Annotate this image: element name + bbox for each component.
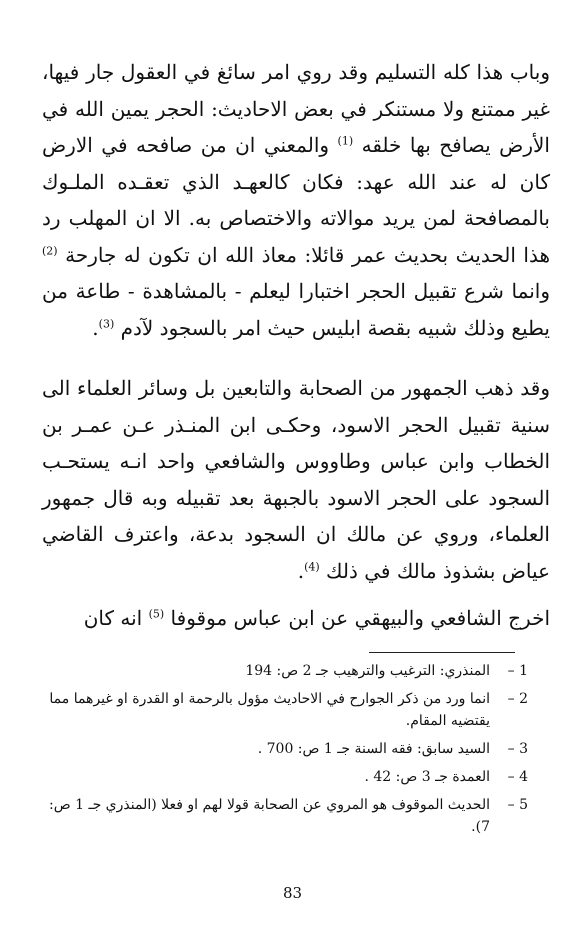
- paragraph-1-text-d: .: [92, 315, 99, 340]
- paragraph-1-text-b: والمعني ان من صافحه في الارض كان له عند الله عهد: فكان كالعهـد الذي تعقـده الملـوك بالمصافحة لمن يريد موالاته والاختصاص به. الا ان المهلب رد هذا الحديث بحديث عمر قائلا: معاذ الله ان تكون له جارحة: [42, 133, 550, 267]
- paragraph-1-text-c: وانما شرع تقبيل الحجر اختبارا ليعلم - بالمشاهدة - طاعة من يطيع وذلك شبيه بقصة ابليس حيث امر بالسجود لآدم: [42, 279, 550, 340]
- footnote-text: الحديث الموقوف هو المروي عن الصحابة قولا لهم او فعلا (المنذري جـ 1 ص: 7).: [49, 797, 490, 835]
- footnote-2: [42, 688, 528, 732]
- footnote-text: المنذري: الترغيب والترهيب جـ 2 ص: 194: [245, 663, 490, 679]
- footnote-ref-3: (3): [98, 316, 115, 330]
- footnotes: [42, 660, 528, 844]
- footnote-text: انما ورد من ذكر الجوارح في الاحاديث مؤول بالرحمة او القدرة او غيرهما مما يقتضيه المقام.: [49, 691, 490, 729]
- footnote-number: 5 –: [507, 797, 528, 813]
- paragraph-1-text-a: وباب هذا كله التسليم وقد روي امر سائغ في العقول جار فيها، غير ممتنع ولا مستنكر في بعض الاحاديث: الحجر يمين الله في الأرض يصافح بها خلقه: [42, 60, 550, 157]
- footnote-text: العمدة جـ 3 ص: 42 .: [364, 769, 490, 785]
- footnote-number: 4 –: [507, 769, 528, 785]
- footnote-ref-1: (1): [337, 134, 354, 148]
- footnote-number: 3 –: [507, 741, 528, 757]
- footnote-text: السيد سابق: فقه السنة جـ 1 ص: 700 .: [257, 741, 490, 757]
- page-number: 83: [282, 884, 303, 902]
- footnote-ref-4: (4): [304, 559, 320, 573]
- footnote-number: 2 –: [507, 691, 528, 707]
- paragraph-2: [42, 370, 550, 589]
- paragraph-1: [42, 54, 550, 346]
- footnote-number: 1 –: [507, 663, 528, 679]
- paragraph-3: [42, 600, 550, 637]
- footnote-1: [42, 660, 528, 682]
- paragraph-2-text-a: وقد ذهب الجمهور من الصحابة والتابعين بل وسائر العلماء الى سنية تقبيل الحجر الاسود، وحكـى ابن المنـذر عـن عمـر بن الخطاب وابن عباس وطاووس والشافعي واحد انـه يستحـب السجود على الحجر الاسود بالجبهة بعد تقبيله وبه قال جمهور العلماء، وروي عن مالك ان السجود بدعة، واعترف القاضي عياض بشذوذ مالك في ذلك: [42, 376, 550, 583]
- footnote-ref-5: (5): [148, 607, 165, 621]
- paragraph-3-text-a: اخرج الشافعي والبيهقي عن ابن عباس موقوفا: [164, 606, 550, 630]
- footnote-3: [42, 738, 528, 760]
- footnote-ref-2: (2): [42, 243, 58, 257]
- footnote-5: [42, 794, 528, 838]
- paragraph-2-text-b: .: [297, 558, 305, 583]
- footnote-separator: [369, 652, 515, 653]
- paragraph-3-text-b: انه كان: [83, 606, 149, 630]
- footnote-4: [42, 766, 528, 788]
